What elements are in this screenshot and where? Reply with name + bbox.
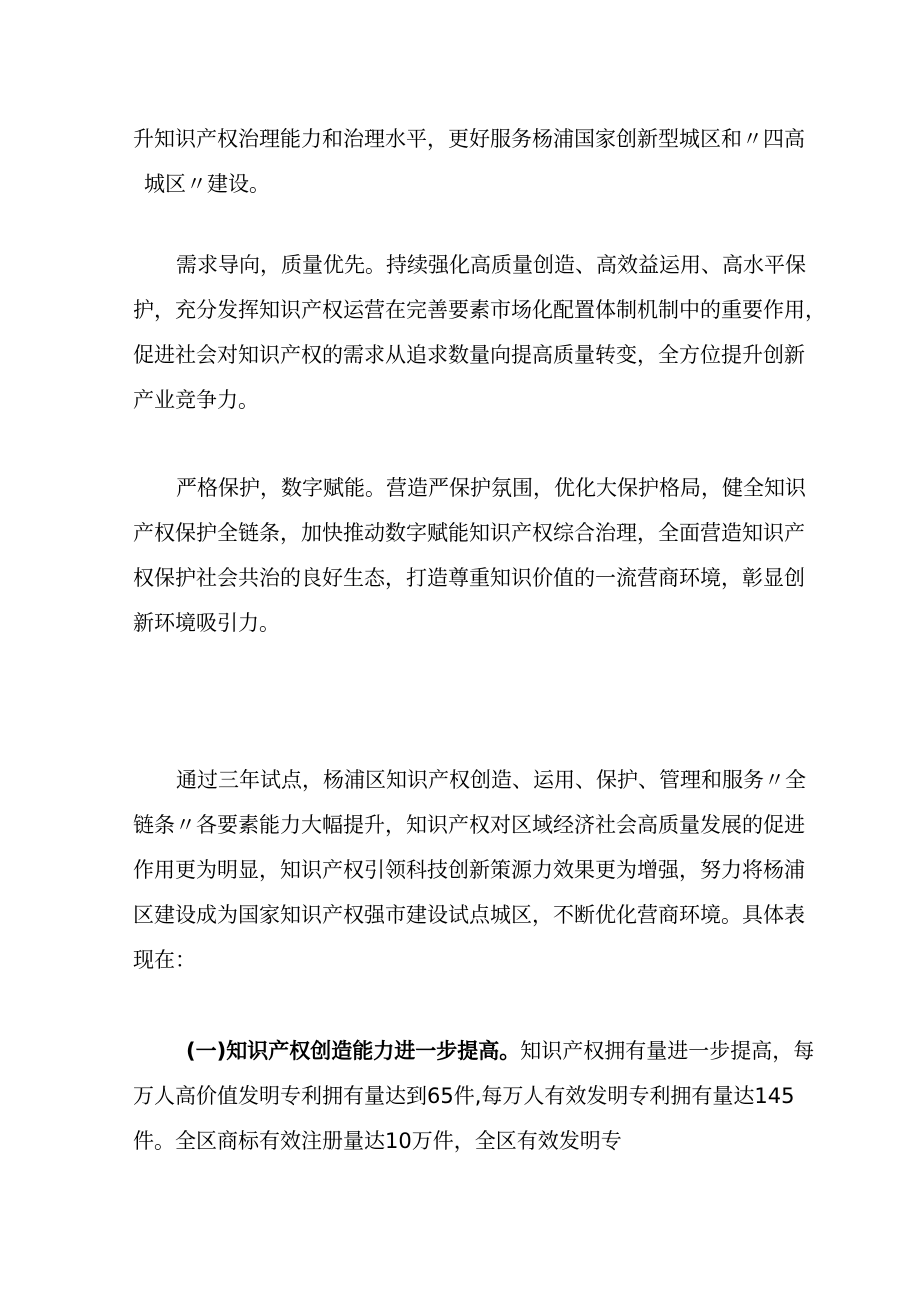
paragraph-demand-oriented — [133, 243, 826, 423]
paragraph-strict-protection — [133, 466, 806, 646]
text-line — [133, 1029, 815, 1074]
paragraph-work-goals — [133, 758, 806, 983]
text-line: 产业竞争力。 — [133, 388, 259, 412]
text-line: 促进社会对知识产权的需求从追求数量向提高质量转变，全方位提升创新 — [133, 343, 805, 367]
text-line: 现在： — [133, 948, 196, 972]
text-line: 作用更为明显，知识产权引领科技创新策源力效果更为增强，努力将杨浦 — [133, 858, 805, 882]
text-line: 链条〃各要素能力大幅提升，知识产权对区域经济社会高质量发展的促进 — [133, 813, 805, 837]
text-line: 城区〃建设。 — [144, 172, 270, 196]
text-line: 护，充分发挥知识产权运营在完善要素市场化配置体制机制中的重要作用， — [133, 298, 826, 322]
subsection-title: (一)知识产权创造能力进一步提高。 — [186, 1039, 521, 1063]
paragraph-creation-capability — [133, 1029, 815, 1164]
text-line: 升知识产权治理能力和治理水平，更好服务杨浦国家创新型城区和〃四高 — [133, 127, 805, 151]
text-line: 严格保护，数字赋能。营造严保护氛围，优化大保护格局，健全知识 — [176, 476, 806, 500]
text-line: 产权保护全链条，加快推动数字赋能知识产权综合治理，全面营造知识产 — [133, 521, 805, 545]
text-line: 区建设成为国家知识产权强市建设试点城区，不断优化营商环境。具体表 — [133, 903, 805, 927]
text-line: 新环境吸引力。 — [133, 611, 280, 635]
subsection-text: 知识产权拥有量进一步提高，每 — [520, 1039, 815, 1063]
text-line: 权保护社会共治的良好生态，打造尊重知识价值的一流营商环境，彰显创 — [133, 566, 805, 590]
paragraph-governance — [133, 117, 805, 207]
text-line: 通过三年试点，杨浦区知识产权创造、运用、保护、管理和服务〃全 — [176, 768, 806, 792]
text-line: 需求导向，质量优先。持续强化高质量创造、高效益运用、高水平保 — [176, 253, 806, 277]
text-line: 件。全区商标有效注册量达10万件，全区有效发明专 — [133, 1129, 622, 1153]
text-line: 万人高价值发明专利拥有量达到65件,每万人有效发明专利拥有量达145 — [133, 1084, 795, 1108]
